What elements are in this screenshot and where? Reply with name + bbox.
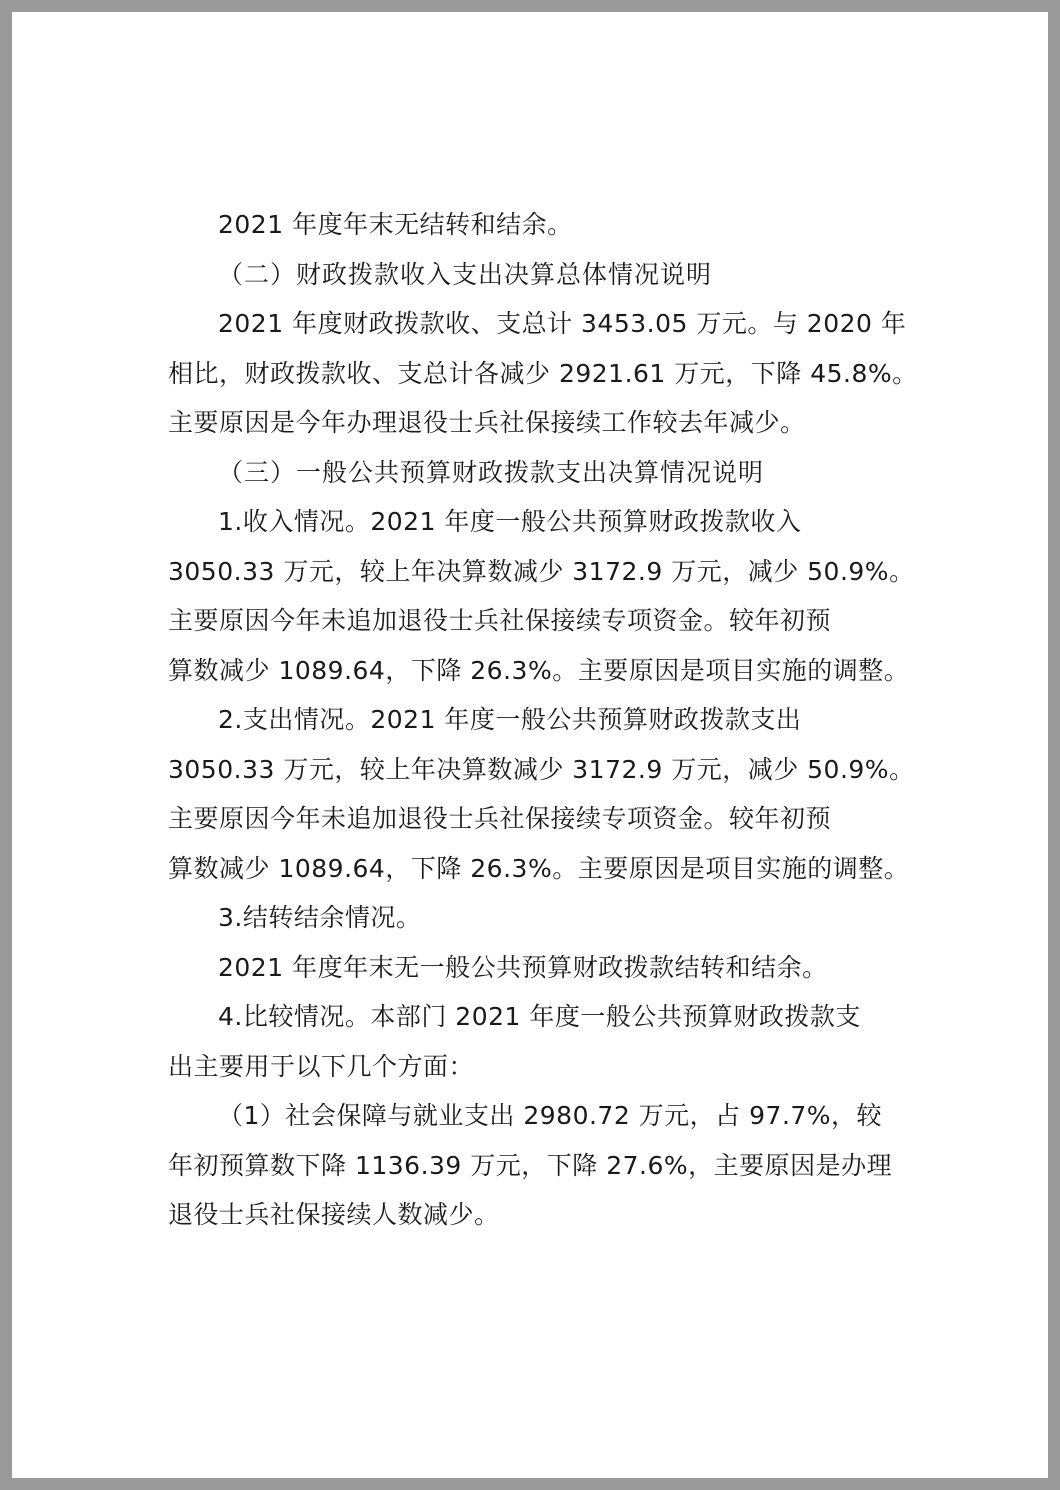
paragraph-line: 2021 年度年末无一般公共预算财政拨款结转和结余。	[218, 952, 828, 982]
paragraph-line: 2021 年度财政拨款收、支总计 3453.05 万元。与 2020 年	[218, 309, 907, 338]
paragraph-line: 2021 年度年末无结转和结余。	[218, 210, 573, 239]
paragraph-line: 退役士兵社保接续人数减少。	[168, 1200, 500, 1229]
paragraph-line: 主要原因今年未追加退役士兵社保接续专项资金。较年初预	[168, 804, 832, 833]
paragraph-line: 3.结转结余情况。	[218, 903, 422, 932]
section-heading: （二）财政拨款收入支出决算总体情况说明	[218, 259, 713, 289]
paragraph-line: 年初预算数下降 1136.39 万元，下降 27.6%，主要原因是办理	[168, 1150, 893, 1180]
section-heading: （三）一般公共预算财政拨款支出决算情况说明	[218, 457, 765, 487]
paragraph-line: 主要原因今年未追加退役士兵社保接续专项资金。较年初预	[168, 606, 832, 635]
paragraph-line: （1）社会保障与就业支出 2980.72 万元，占 97.7%，较	[218, 1101, 883, 1130]
paragraph-line: 算数减少 1089.64，下降 26.3%。主要原因是项目实施的调整。	[168, 655, 910, 685]
paragraph-line: 3050.33 万元，较上年决算数减少 3172.9 万元，减少 50.9%。	[168, 754, 915, 784]
paragraph-line: 2.支出情况。2021 年度一般公共预算财政拨款支出	[218, 705, 802, 734]
paragraph-line: 1.收入情况。2021 年度一般公共预算财政拨款收入	[218, 507, 802, 536]
paragraph-line: 4.比较情况。本部门 2021 年度一般公共预算财政拨款支	[218, 1002, 861, 1031]
paragraph-line: 相比，财政拨款收、支总计各减少 2921.61 万元，下降 45.8%。	[168, 358, 918, 388]
paragraph-line: 出主要用于以下几个方面：	[168, 1051, 475, 1081]
document-body	[168, 200, 944, 1240]
document-page	[12, 12, 1048, 1478]
paragraph-line: 3050.33 万元，较上年决算数减少 3172.9 万元，减少 50.9%。	[168, 556, 915, 586]
paragraph-line: 主要原因是今年办理退役士兵社保接续工作较去年减少。	[168, 408, 806, 437]
paragraph-line: 算数减少 1089.64，下降 26.3%。主要原因是项目实施的调整。	[168, 853, 910, 883]
